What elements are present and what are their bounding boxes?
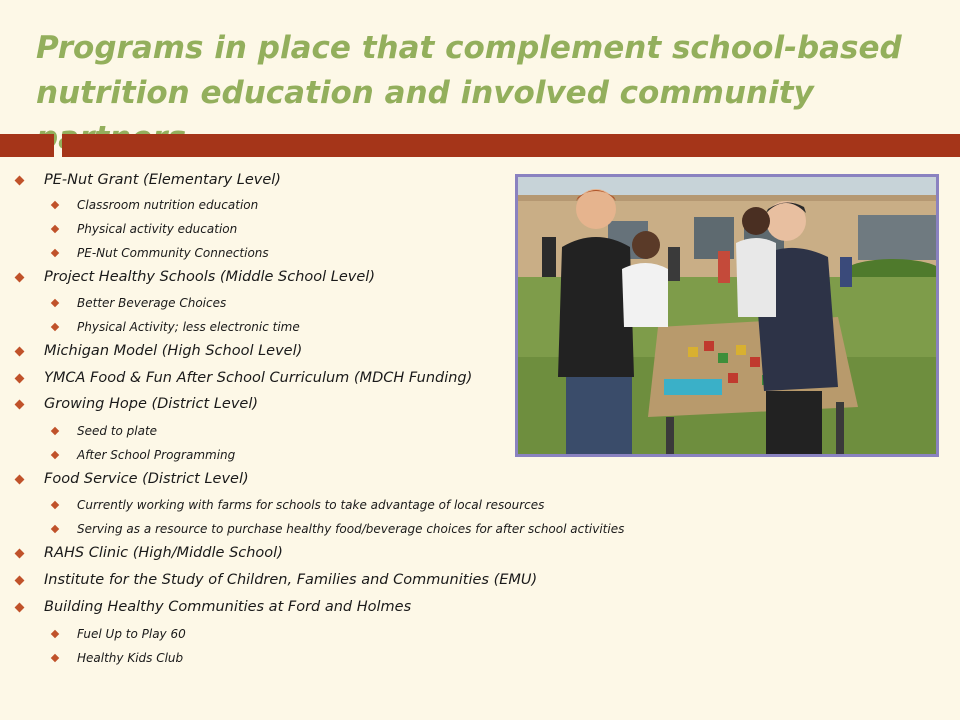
diamond-bullet-icon	[15, 474, 25, 484]
diamond-bullet-icon	[51, 323, 59, 331]
bullet-text: PE-Nut Community Connections	[77, 246, 269, 260]
accent-bar-left	[0, 134, 54, 157]
bullet-text: Growing Hope (District Level)	[44, 396, 259, 412]
sub-bullet-item	[52, 651, 183, 665]
diamond-bullet-icon	[15, 272, 25, 282]
sub-bullet-item	[52, 222, 237, 236]
sub-bullet-item	[52, 296, 226, 310]
slide-title: Programs in place that complement school-based nutrition education and involved community	[36, 30, 902, 111]
sub-bullet-item	[52, 198, 258, 212]
bullet-text: RAHS Clinic (High/Middle School)	[44, 545, 283, 561]
diamond-bullet-icon	[51, 225, 59, 233]
diamond-bullet-icon	[51, 525, 59, 533]
sub-bullet-item	[52, 627, 186, 641]
bullet-text: Healthy Kids Club	[77, 651, 184, 665]
bullet-item	[16, 370, 472, 386]
bullet-item	[16, 471, 249, 487]
diamond-bullet-icon	[51, 201, 59, 209]
bullet-text: After School Programming	[77, 448, 236, 462]
sub-bullet-item	[52, 424, 157, 438]
bullet-item	[16, 572, 537, 588]
diamond-bullet-icon	[51, 654, 59, 662]
sub-bullet-item	[52, 498, 544, 512]
sub-bullet-item	[52, 246, 269, 260]
bullet-item	[16, 545, 283, 561]
bullet-text: Physical Activity; less electronic time	[77, 320, 300, 334]
diamond-bullet-icon	[15, 346, 25, 356]
diamond-bullet-icon	[51, 630, 59, 638]
diamond-bullet-icon	[51, 299, 59, 307]
diamond-bullet-icon	[15, 602, 25, 612]
diamond-bullet-icon	[51, 427, 59, 435]
diamond-bullet-icon	[15, 575, 25, 585]
bullet-text: PE-Nut Grant (Elementary Level)	[44, 172, 281, 188]
bullet-text: Building Healthy Communities at Ford and Holmes	[44, 599, 412, 615]
bullet-text: Fuel Up to Play 60	[77, 627, 186, 641]
bullet-text: YMCA Food & Fun After School Curriculum (MDCH Funding)	[44, 370, 473, 386]
bullet-text: Seed to plate	[77, 424, 158, 438]
sub-bullet-item	[52, 448, 235, 462]
bullet-text: Project Healthy Schools (Middle School Level)	[44, 269, 375, 285]
bullet-item	[16, 172, 281, 188]
bullet-text: Currently working with farms for schools to take advantage of local resources	[77, 498, 545, 512]
sub-bullet-item	[52, 320, 300, 334]
bullet-text: Physical activity education	[77, 222, 238, 236]
sub-bullet-item	[52, 522, 624, 536]
bullet-item	[16, 396, 258, 412]
bullet-item	[16, 343, 302, 359]
diamond-bullet-icon	[15, 548, 25, 558]
bullet-item	[16, 269, 375, 285]
diamond-bullet-icon	[15, 399, 25, 409]
bullet-text: Serving as a resource to purchase healthy food/beverage choices for after school activities	[77, 522, 625, 536]
bullet-item	[16, 599, 411, 615]
diamond-bullet-icon	[51, 249, 59, 257]
bullet-text: Food Service (District Level)	[44, 471, 249, 487]
diamond-bullet-icon	[51, 501, 59, 509]
diamond-bullet-icon	[15, 175, 25, 185]
diamond-bullet-icon	[51, 451, 59, 459]
bullet-text: Better Beverage Choices	[77, 296, 227, 310]
diamond-bullet-icon	[15, 373, 25, 383]
students-activity-photo	[515, 174, 939, 457]
bullet-text: Michigan Model (High School Level)	[44, 343, 303, 359]
bullet-text: Classroom nutrition education	[77, 198, 259, 212]
bullet-text: Institute for the Study of Children, Families and Communities (EMU)	[44, 572, 538, 588]
accent-bar-right	[62, 134, 960, 157]
